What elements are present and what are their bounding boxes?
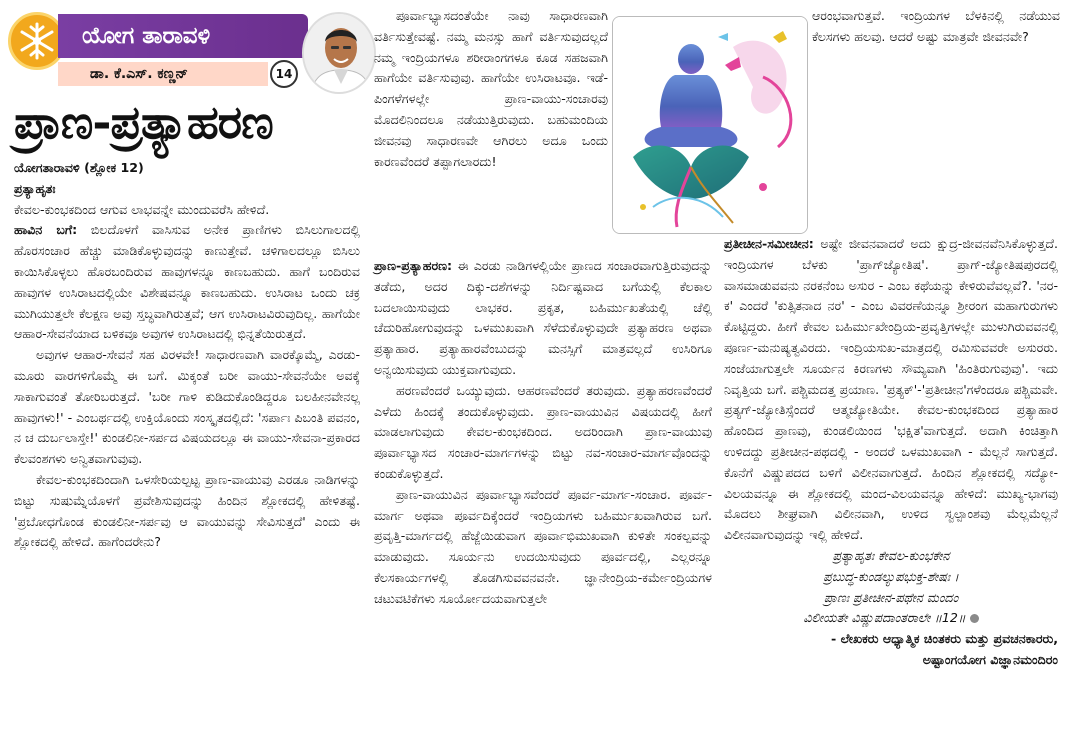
section-heading-pratyahrita: ಪ್ರತ್ಯಾಹೃತಃ bbox=[14, 180, 56, 196]
section-heading-praticheena: ಪ್ರತೀಚೀನ-ಸಮೀಚೀನ: bbox=[724, 236, 814, 251]
column-3 bbox=[724, 234, 1058, 671]
paragraph: ಆರಂಭವಾಗುತ್ತವೆ. ಇಂದ್ರಿಯಗಳ ಬೆಳಕಿನಲ್ಲಿ ನಡೆಯುವ ಕೆಲಸಗಳು ಹಲವು. ಆದರೆ ಅಷ್ಟು ಮಾತ್ರವೇ ಜೀವನವೇ? bbox=[812, 8, 1060, 44]
verse-line: ವಿಲೀಯತೇ ವಿಷ್ಣುಪದಾಂತರಾಲೇ ॥12॥ bbox=[803, 610, 966, 626]
paragraph: ಕೇವಲ-ಕುಂಭಕದಿಂದ ಆಗುವ ಲಾಭವನ್ನೇ ಮುಂದುವರೆಸಿ ಹೇಳಿದೆ. bbox=[14, 201, 270, 217]
verse-reference: ಯೋಗತಾರಾವಳಿ (ಶ್ಲೋಕ 12) bbox=[14, 160, 144, 175]
page-title: ಪ್ರಾಣ-ಪ್ರತ್ಯಾಹರಣ bbox=[14, 95, 273, 149]
shloka-verse bbox=[724, 546, 1058, 629]
author-affiliation: ಅಷ್ಟಾಂಗಯೋಗ ವಿಜ್ಞಾನಮಂದಿರಂ bbox=[922, 651, 1058, 667]
paragraph: ಬಿಲದೊಳಗೆ ವಾಸಿಸುವ ಅನೇಕ ಪ್ರಾಣಿಗಳು ಬಿಸಿಲುಗಾಲದಲ್ಲಿ ಹೊರಸಂಚಾರ ಹೆಚ್ಚು ಮಾಡಿಕೊಳ್ಳುವುದನ್ನು ಕಾಣುತ್ತೇವೆ. ಚಳಿಗಾಲದಲ್ಲೂ ಬಿಸಿಲು ಕಾಯಿಸಿಕೊಳ್ಳಲು ಹೊರಬಂದಿರುವ ಹಾವುಗಳನ್ನೂ ಕಾಣಬಹುದು. ಹಾಗೆ ಬಂದಿರುವ ಹಾವುಗಳ ಉಸಿರಾಟದಲ್ಲಿಯೇ ವಿಶೇಷವನ್ನೂ ಕಾಣಬಹುದು. ಉಸಿರಾಟ ಒಂದು ಚಕ್ರ ಮುಗಿಯುತ್ತಲೇ ಕೆಲಕ್ಷಣ ಅವು ಸ್ತಬ್ಧವಾಗಿರುತ್ತವೆ; ಆಗ ಉಸಿರಾಟವಿರುವುದಿಲ್ಲ. ಹಾಗೆಯೇ ಆಹಾರ-ಸೇವನೆಯಾದ ಬಳಿಕವೂ ಅವುಗಳ ಉಸಿರಾಟದಲ್ಲಿ ಭಿನ್ನತೆಯಿರುತ್ತದೆ. bbox=[14, 222, 360, 342]
paragraph: ಪ್ರಾಣ-ವಾಯುವಿನ ಪೂರ್ವಾಭ್ಯಾಸವೆಂದರೆ ಪೂರ್ವ-ಮಾರ್ಗ-ಸಂಚಾರ. ಪೂರ್ವ-ಮಾರ್ಗ ಅಥವಾ ಪೂರ್ವದಿಕ್ಕೆಂದರೆ ಇಂದ್ರಿಯಗಳು ಬಹಿರ್ಮುಖವಾಗಿರುವ ಬಗೆ. ಪ್ರವೃತ್ತಿ-ಮಾರ್ಗದಲ್ಲಿ ಹೆಜ್ಜೆಯಿಡುವಾಗ ಪೂರ್ವಾಭಿಮುಖವಾಗಿ ಕುಳಿತೇ ಸಂಕಲ್ಪವನ್ನು ಮಾಡುವುದು. ಸೂರ್ಯನು ಉದಯಿಸುವುದು ಪೂರ್ವದಲ್ಲಿ, ಎಲ್ಲರನ್ನೂ ಕೆಲಸಕಾರ್ಯಗಳಲ್ಲಿ ತೊಡಗಿಸುವವನವನೇ. ಜ್ಞಾನೇಂದ್ರಿಯ-ಕರ್ಮೇಂದ್ರಿಯಗಳ ಚಟುವಟಿಕೆಗಳು ಸೂರ್ಯೋದಯವಾಗುತ್ತಲೇ bbox=[374, 486, 712, 606]
paragraph: ಅಷ್ಟೇ ಜೀವನವಾದರೆ ಅದು ಕ್ಷುದ್ರ-ಜೀವನವೆನಿಸಿಕೊಳ್ಳುತ್ತದೆ. ಇಂದ್ರಿಯಗಳ ಬೆಳಕು 'ಪ್ರಾಗ್‌ಜ್ಯೋತಿಷ'. ಪ್ರಾಗ್-ಜ್ಯೋತಿಷಪುರದಲ್ಲಿ ವಾಸಮಾಡುವವನು ನರಕನೆಂಬ ಅಸುರ - ಎಂಬ ಕಥೆಯನ್ನು ಕೇಳಿರುವೆವಲ್ಲವೆ?. 'ನರ-ಕ' ಎಂದರೆ 'ಕುತ್ಸಿತನಾದ ನರ' - ಎಂಬ ವಿವರಣೆಯನ್ನೂ ಶ್ರೀರಂಗ ಮಹಾಗುರುಗಳು ಕೊಟ್ಟಿದ್ದರು. ಹೀಗೆ ಕೇವಲ ಬಹಿರ್ಮುಖೇಂದ್ರಿಯ-ಪ್ರವೃತ್ತಿಗಳಲ್ಲೇ ಮುಳುಗಿರುವವನಲ್ಲಿ ಪೂರ್ಣ-ಮನುಷ್ಯತ್ವವಿರದು. ಇಂದ್ರಿಯಸುಖ-ಮಾತ್ರದಲ್ಲಿ ರಮಿಸುವವರೇ ಅಸುರರು. ಸಂಜೆಯಾಗುತ್ತಲೇ ಸೂರ್ಯನ ಕಿರಣಗಳು ಸೌಮ್ಯವಾಗಿ 'ಹಿಂತಿರುಗುವುವು'. ಇದು ನಿವೃತ್ತಿಯ ಬಗೆ. ಪಶ್ಚಿಮದತ್ತ ಪ್ರಯಾಣ. 'ಪ್ರತ್ಯಕ್'-'ಪ್ರತೀಚೀನ'ಗಳೆಂದರೂ ಪಶ್ಚಿಮವೇ. ಪ್ರತ್ಯಗ್-ಜ್ಯೋತಿಸ್ಸೆಂದರೆ ಆತ್ಮಜ್ಯೋತಿಯೇ. ಕೇವಲ-ಕುಂಭಕದಿಂದ ಪ್ರತ್ಯಾಹಾರ ಹೊಂದಿದ ಪ್ರಾಣವು, ಕುಂಡಲಿಯಿಂದ 'ಭಕ್ಷಿತ'ವಾಗುತ್ತದೆ. ಅದಾಗಿ ಕಿಂಚಿತ್ತಾಗಿ ಉಳಿದದ್ದು ಪ್ರತೀಚೀನ-ಪಥದಲ್ಲಿ - ಅಂದರೆ ಒಳಮುಖವಾಗಿ - ಮೆಲ್ಲನೆ ಸಾಗುತ್ತದೆ. ಕೊನೆಗೆ ವಿಷ್ಣುಪದದ ಬಳಿಗೆ ವಿಲೀನವಾಗುತ್ತದೆ. ಹಿಂದಿನ ಶ್ಲೋಕದಲ್ಲಿ ಸದ್ಯೋ-ವಿಲಯವನ್ನೂ ಈ ಶ್ಲೋಕದಲ್ಲಿ ಮಂದ-ವಿಲಯವನ್ನೂ ಹೇಳಿದೆ: ಮುಖ್ಯ-ಭಾಗವು ಮೊದಲು ಶೀಘ್ರವಾಗಿ ವಿಲೀನವಾಗಿ, ಉಳಿದ ಸ್ವಲ್ಪಾಂಶವು ಮೆಲ್ಲಮೆಲ್ಲನೆ ವಿಲೀನವಾಗುವುದನ್ನು ಇಲ್ಲಿ ಹೇಳಿದೆ. bbox=[724, 236, 1058, 543]
section-heading-prana-pratyaharana: ಪ್ರಾಣ-ಪ್ರತ್ಯಾಹರಣ: bbox=[374, 258, 453, 273]
paragraph: ಹರಣವೆಂದರೆ ಒಯ್ಯುವುದು. ಆಹರಣವೆಂದರೆ ತರುವುದು. ಪ್ರತ್ಯಾಹರಣವೆಂದರೆ ಎಳೆದು ಹಿಂದಕ್ಕೆ ತಂದುಕೊಳ್ಳುವುದು. ಪ್ರಾಣ-ವಾಯುವಿನ ವಿಷಯದಲ್ಲಿ ಹೀಗೆ ಮಾಡಲಾಗುವುದು ಕೇವಲ-ಕುಂಭಕದಿಂದ. ಅದರಿಂದಾಗಿ ಪ್ರಾಣ-ವಾಯುವು ಪೂರ್ವಾಭ್ಯಾಸದ ಸಂಚಾರ-ಮಾರ್ಗಗಳನ್ನು ಬಿಟ್ಟು ನವ-ಸಂಚಾರ-ಮಾರ್ಗವೊಂದನ್ನು ಕಂಡುಕೊಳ್ಳುತ್ತದೆ. bbox=[374, 382, 712, 481]
paragraph: ಅವುಗಳ ಆಹಾರ-ಸೇವನೆ ಸಹ ವಿರಳವೇ! ಸಾಧಾರಣವಾಗಿ ವಾರಕ್ಕೊಮ್ಮೆ, ಎರಡು-ಮೂರು ವಾರಗಳಿಗೊಮ್ಮೆ ಈ ಬಗೆ. ಮಿಕ್ಕಂತೆ ಬರೀ ವಾಯು-ಸೇವನೆಯೇ ಅವಕ್ಕೆ ಸಾಕಾಗುವಂತೆ ತೋರಿಬರುತ್ತದೆ. 'ಬರೀ ಗಾಳಿ ಕುಡಿದುಕೊಂಡಿದ್ದರೂ ಬಲಹೀನವೇನಲ್ಲ ಹಾವುಗಳು!' - ಎಂಬರ್ಥದಲ್ಲಿ ಉಕ್ತಿಯೊಂದು ಸಂಸ್ಕೃತದಲ್ಲಿದೆ: 'ಸರ್ಪಾಃ ಪಿಬಂತಿ ಪವನಂ, ನ ಚ ದುರ್ಬಲಾಸ್ತೇ!' ಕುಂಡಲಿನೀ-ಸರ್ಪದ ವಿಷಯದಲ್ಲೂ ಈ ವಾಯು-ಸೇವನಾ-ಪ್ರಕಾರದ ಕೆಲವಂಶಗಳು ಅನ್ವಿತವಾಗುವುವು. bbox=[14, 347, 360, 467]
column-1 bbox=[14, 158, 360, 553]
series-banner bbox=[58, 14, 308, 58]
series-title: ಯೋಗ ತಾರಾವಳಿ bbox=[82, 23, 211, 49]
author-credit: - ಲೇಖಕರು ಆಧ್ಯಾತ್ಮಿಕ ಚಿಂತಕರು ಮತ್ತು ಪ್ರವಚನಕಾರರು, bbox=[831, 631, 1058, 647]
issue-number: 14 bbox=[270, 60, 298, 88]
snowflake-icon bbox=[17, 21, 57, 61]
author-name: ಡಾ. ಕೆ.ಎಸ್. ಕಣ್ಣನ್ bbox=[90, 66, 188, 82]
yoga-illustration bbox=[612, 16, 808, 234]
column-2-top bbox=[374, 6, 608, 172]
verse-line: ಪ್ರಬುದ್ಧ-ಕುಂಡಲ್ಯುಪಭುಕ್ತ-ಶೇಷಃ । bbox=[823, 568, 959, 584]
section-heading-snake: ಹಾವಿನ ಬಗೆ: bbox=[14, 222, 78, 238]
author-portrait-icon bbox=[304, 14, 376, 94]
meditation-figure-icon bbox=[613, 17, 808, 234]
author-photo bbox=[302, 12, 376, 94]
column-2 bbox=[374, 256, 712, 610]
verse-line: ಪ್ರತ್ಯಾಹೃತಃ ಕೇವಲ-ಕುಂಭಕೇನ bbox=[832, 547, 950, 563]
end-bullet-icon bbox=[970, 614, 979, 623]
verse-line: ಪ್ರಾಣಃ ಪ್ರತೀಚೀನ-ಪಥೇನ ಮಂದಂ bbox=[823, 589, 959, 605]
column-3-top bbox=[812, 6, 1060, 48]
paragraph: ಈ ಎರಡು ನಾಡಿಗಳಲ್ಲಿಯೇ ಪ್ರಾಣದ ಸಂಚಾರವಾಗುತ್ತಿರುವುದನ್ನು ತಡೆದು, ಅದರ ದಿಕ್ಕು-ದಶೆಗಳನ್ನು ನಿರ್ದಿಷ್ಟವಾದ ಬಗೆಯಲ್ಲಿ ಕೆಲಕಾಲ ಬದಲಾಯಿಸುವುದು ಲಾಭಕರ. ಪ್ರಕೃತ, ಬಹಿರ್ಮುಖತೆಯಲ್ಲಿ ಚೆಲ್ಲಿ ಚೆದುರಿಹೋಗುವುದನ್ನು ಒಳಮುಖವಾಗಿ ಸೆಳೆದುಕೊಳ್ಳುವುದೇ ಪ್ರತ್ಯಾಹರಣ ಅಥವಾ ಪ್ರತ್ಯಾಹಾರ. ಪ್ರತ್ಯಾಹಾರವೆಂಬುದನ್ನು ಮನಸ್ಸಿಗೆ ಮಾತ್ರವಲ್ಲದೆ ಉಸಿರಿಗೂ ಅನ್ವಯಿಸುವುದು ಯುಕ್ತವಾಗುವುದು. bbox=[374, 258, 712, 377]
paragraph: ಪೂರ್ವಾಭ್ಯಾಸದಂತೆಯೇ ನಾವು ಸಾಧಾರಣವಾಗಿ ವರ್ತಿಸುತ್ತೇವಷ್ಟೆ. ನಮ್ಮ ಮನಸ್ಸು ಹಾಗೆ ವರ್ತಿಸುವುದಲ್ಲದೆ ನಮ್ಮ ಇಂದ್ರಿಯಗಳೂ ಶರೀರಾಂಗಗಳೂ ಕೂಡ ಸಹಜವಾಗಿ ಹಾಗೆಯೇ ವರ್ತಿಸುವುವು. ಹಾಗೆಯೇ ಉಸಿರಾಟವೂ. ಇಡೆ-ಪಿಂಗಳೆಗಳಲ್ಲೇ ಪ್ರಾಣ-ವಾಯು-ಸಂಚಾರವು ಮೊದಲಿನಿಂದಲೂ ನಡೆಯುತ್ತಿರುವುದು. ಬಹುಮಂದಿಯ ಜೀವನವು ಸಾಧಾರಣವೇ ಆಗಿರಲು ಅದೂ ಒಂದು ಕಾರಣವೆಂದರೆ ತಪ್ಪಾಗಲಾರದು! bbox=[374, 8, 608, 169]
paragraph: ಕೇವಲ-ಕುಂಭಕದಿಂದಾಗಿ ಒಳಸೇರಿಯಲ್ಪಟ್ಟ ಪ್ರಾಣ-ವಾಯುವು ಎರಡೂ ನಾಡಿಗಳನ್ನು ಬಿಟ್ಟು ಸುಷುಮ್ನೆಯೊಳಗೆ ಪ್ರವೇಶಿಸುವುದನ್ನು ಹಿಂದಿನ ಶ್ಲೋಕದಲ್ಲಿ ಹೇಳಿತಷ್ಟೆ. 'ಪ್ರಬೋಧಗೊಂಡ ಕುಂಡಲಿನೀ-ಸರ್ಪವು ಆ ವಾಯುವನ್ನು ಸೇವಿಸುತ್ತದೆ' ಎಂದು ಈ ಶ್ಲೋಕದಲ್ಲಿ ಹೇಳಿದೆ. ಹಾಗೆಂದರೇನು? bbox=[14, 471, 360, 550]
author-band bbox=[58, 62, 268, 86]
